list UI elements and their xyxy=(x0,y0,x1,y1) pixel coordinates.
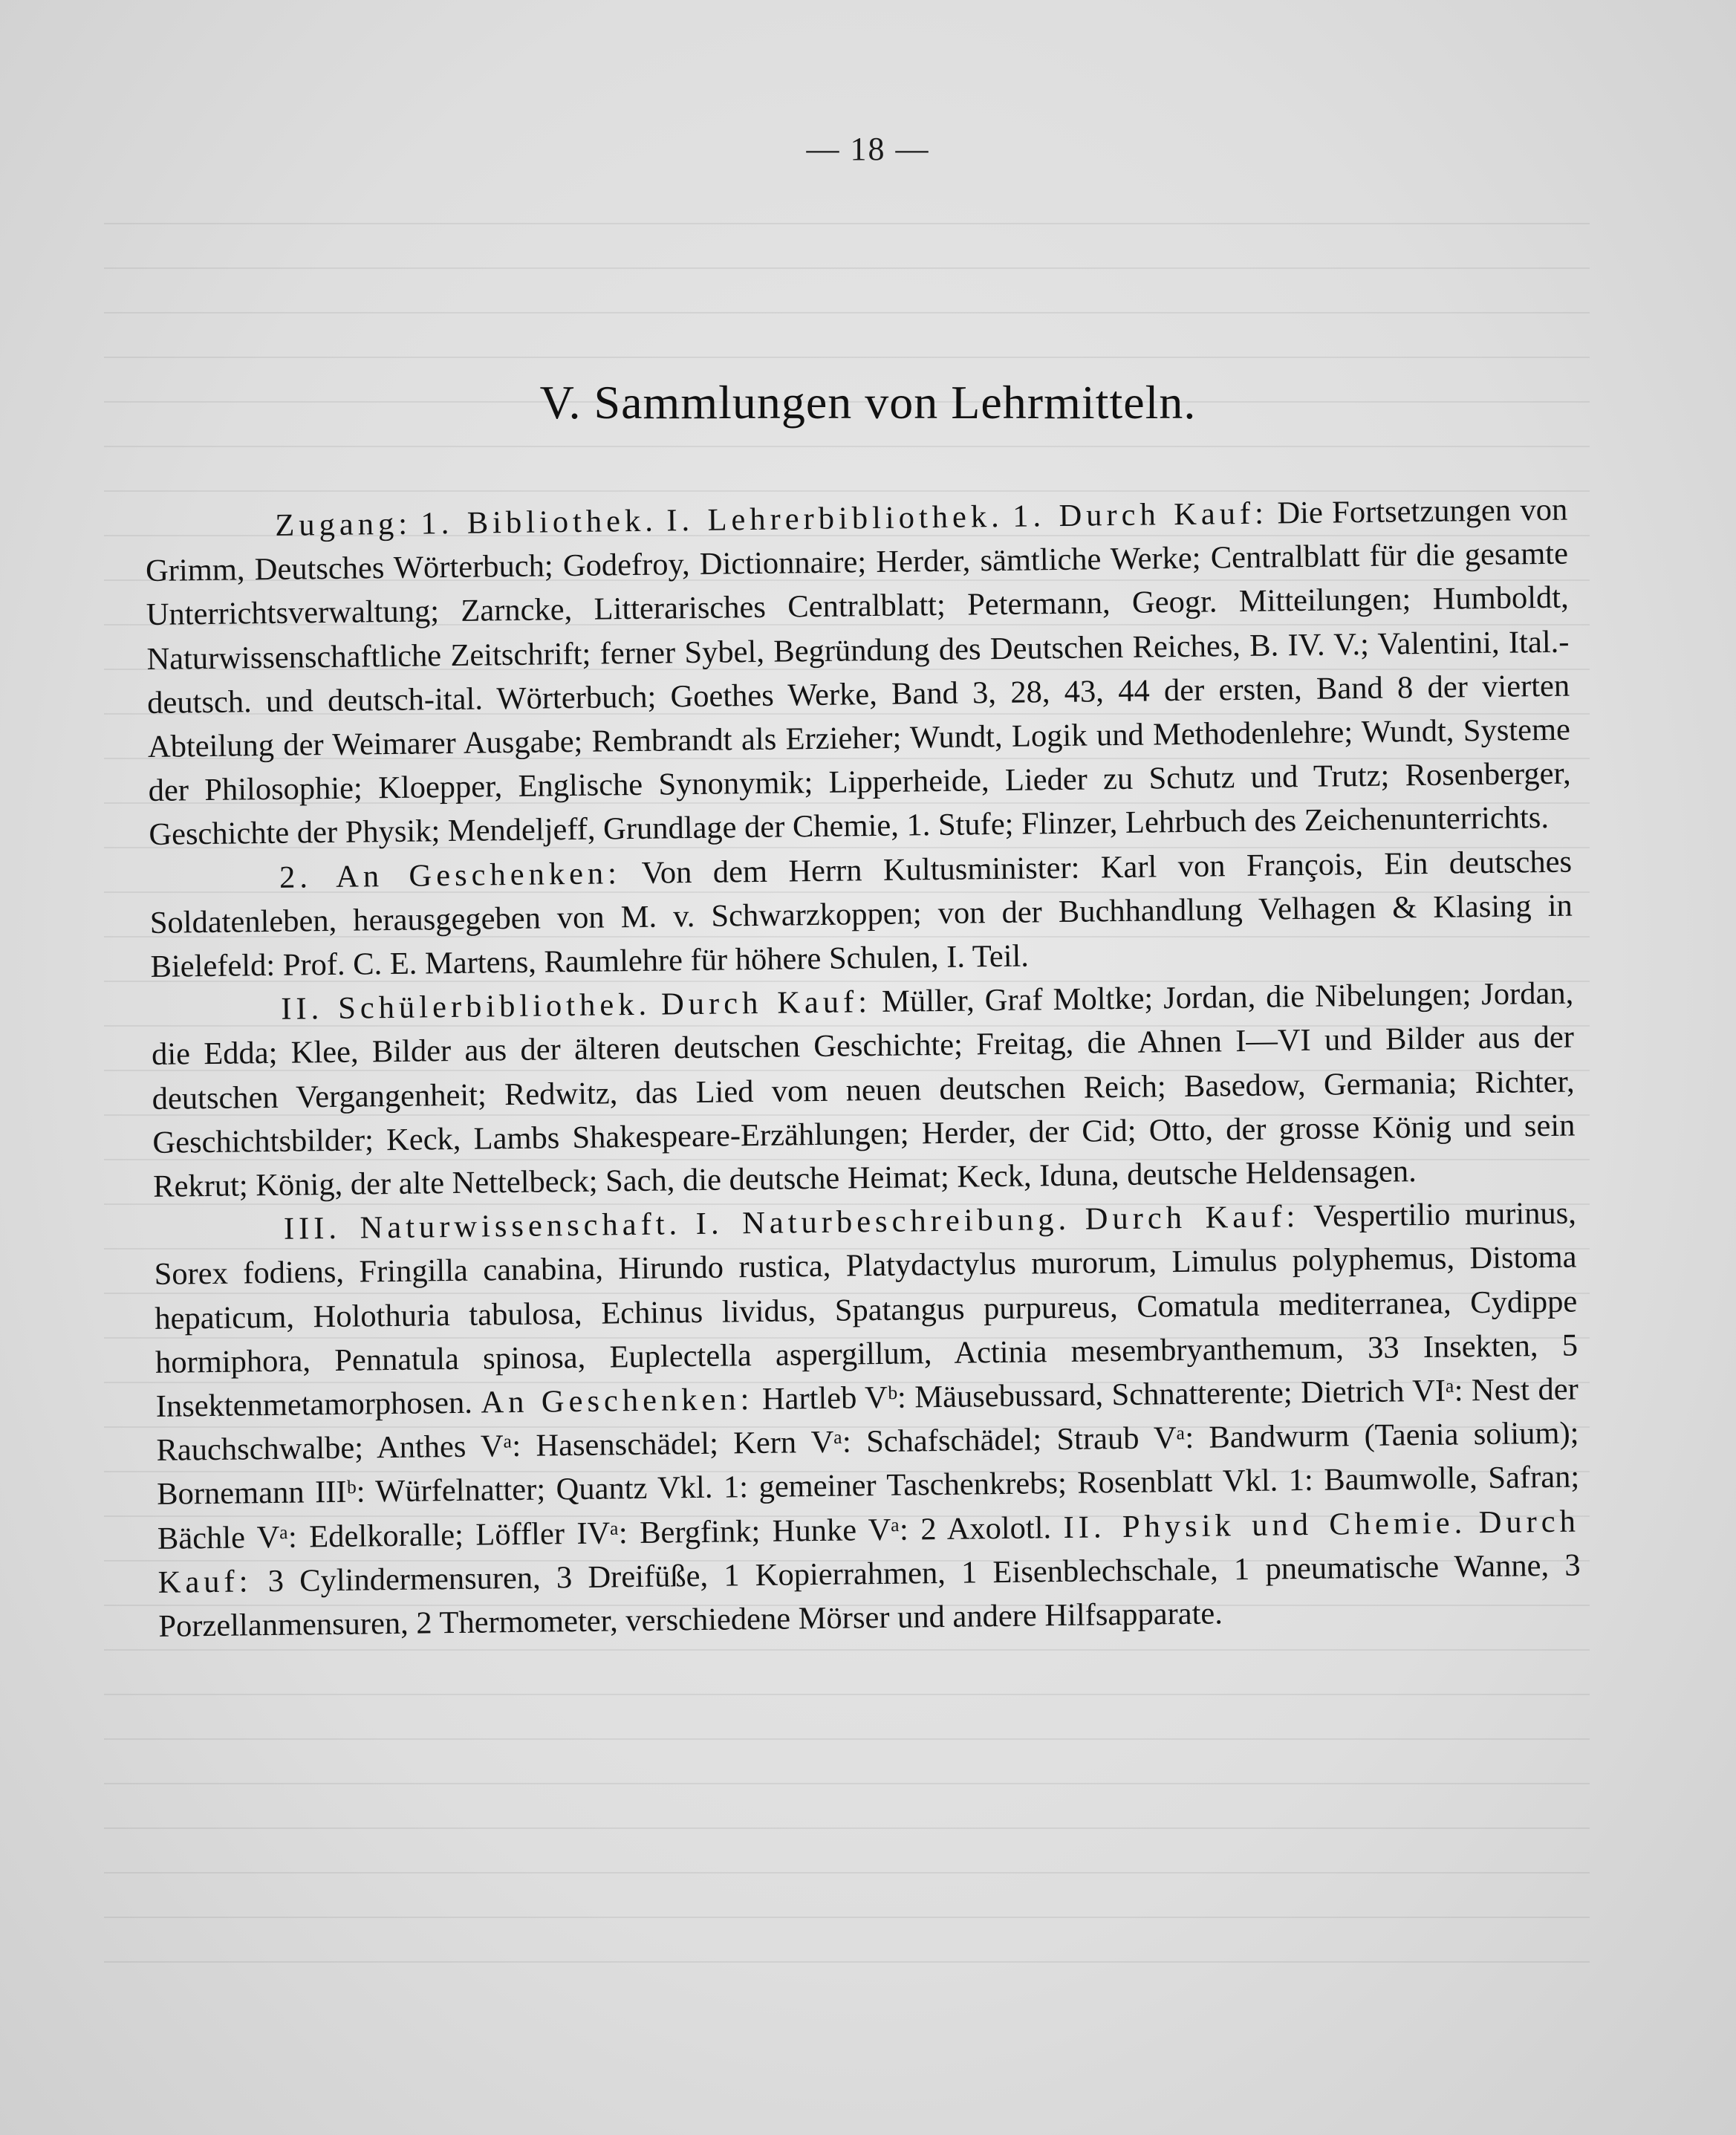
zugang-sub3: 1. Durch Kauf: xyxy=(1012,495,1269,534)
natur-label: III. Naturwissenschaft. xyxy=(283,1206,682,1247)
natur-sub1: I. Naturbeschreibung. xyxy=(695,1202,1071,1242)
paragraph-geschenke xyxy=(149,839,1573,989)
geschenke-label: 2. An Geschenken: xyxy=(279,855,622,895)
body-text xyxy=(145,488,1581,1649)
natur-text2: Hartleb Vᵇ: Mäusebussard, Schnatterente; Dietrich VIᵃ: Nest der Rauchschwalbe; Anthes Vᵃ: Hasenschädel; Kern Vᵃ: Schafschädel; Straub Vᵃ: Bandwurm (Taenia solium); Bornemann IIIᵇ: Würfelnatter; Quantz Vkl. 1: gemeiner Taschenkrebs; Rosenblatt Vkl. 1: Baumwolle, Safran; Bächle Vᵃ: Edelkoralle; Löffler IVᵃ: Bergfink; Hunke Vᵃ: 2 Axolotl. xyxy=(156,1371,1580,1556)
schueler-sub: Durch Kauf: xyxy=(660,984,872,1022)
natur-sub4: II. Physik und Chemie. xyxy=(1063,1505,1467,1545)
zugang-text: Die Fortsetzungen von Grimm, Deutsches Wörterbuch; Godefroy, Dictionnaire; Herder, sämtliche Werke; Centralblatt für die gesamte Unterrichtsverwaltung; Zarncke, Litterarisches Centralblatt; Petermann, Geogr. Mitteilungen; Humboldt, Naturwissenschaftliche Zeitschrift; ferner Sybel, Begründung des Deutschen Reiches, B. IV. V.; Valentini, Ital.-deutsch. und deutsch-ital. Wörterbuch; Goethes Werke, Band 3, 28, 43, 44 der ersten, Band 8 der vierten Abteilung der Weimarer Ausgabe; Rembrandt als Erzieher; Wundt, Logik und Methodenlehre; Wundt, Systeme der Philosophie; Kloepper, Englische Synonymik; Lipperheide, Lieder zu Schutz und Trutz; Rosenberger, Geschichte der Physik; Mendeljeff, Grundlage der Chemie, 1. Stufe; Flinzer, Lehrbuch des Zeichenunterrichts. xyxy=(145,492,1571,853)
page-number: — 18 — xyxy=(806,131,930,167)
schueler-label: II. Schülerbibliothek. xyxy=(281,987,651,1027)
zugang-sub1: 1. Bibliothek. xyxy=(420,503,658,542)
zugang-label: Zugang: xyxy=(275,506,412,543)
natur-text1: Vespertilio murinus, Sorex fodiens, Fringilla canabina, Hirundo rustica, Platydactylus murorum, Limulus polyphemus, Distoma hepaticum, Holothuria tabulosa, Echinus lividus, Spatangus purpureus, Comatula mediterranea, Cydippe hormiphora, Pennatula spinosa, Euplectella aspergillum, Actinia mesembryanthemum, 33 Insekten, 5 Insektenmetamorphosen. xyxy=(154,1195,1579,1424)
schueler-text: Müller, Graf Moltke; Jordan, die Nibelungen; Jordan, die Edda; Klee, Bilder aus der älteren deutschen Geschichte; Freitag, die Ahnen I—VI und Bilder aus der deutschen Vergangenheit; Redwitz, das Lied vom neuen deutschen Reich; Basedow, Germania; Richter, Geschichtsbilder; Keck, Lambs Shakespeare-Erzählungen; Herder, der Cid; Otto, der grosse König und sein Rekrut; König, der alte Nettelbeck; Sach, die deutsche Heimat; Keck, Iduna, deutsche Heldensagen. xyxy=(151,975,1576,1204)
paragraph-zugang xyxy=(145,488,1572,857)
natur-text3: 3 Cylindermensuren, 3 Dreifüße, 1 Kopierrahmen, 1 Eisenblechschale, 1 pneumatische Wanne, 3 Porzellanmensuren, 2 Thermometer, verschiedene Mörser und andere Hilfsapparate. xyxy=(158,1547,1581,1644)
natur-sub3: An Geschenken: xyxy=(481,1382,754,1420)
geschenke-text: Von dem Herrn Kultusminister: Karl von François, Ein deutsches Soldatenleben, herausgegeben von M. v. Schwarzkoppen; von der Buchhandlung Velhagen & Klasing in Bielefeld: Prof. C. E. Martens, Raumlehre für höhere Schulen, I. Teil. xyxy=(149,844,1573,984)
paragraph-schuelerbibliothek xyxy=(151,972,1576,1209)
natur-sub5: Durch Kauf: xyxy=(157,1504,1581,1600)
zugang-sub2: I. Lehrerbibliothek. xyxy=(666,498,1004,539)
natur-sub2: Durch Kauf: xyxy=(1085,1199,1300,1237)
section-heading: V. Sammlungen von Lehrmitteln. xyxy=(539,376,1197,429)
paragraph-naturwissenschaft xyxy=(154,1192,1581,1648)
